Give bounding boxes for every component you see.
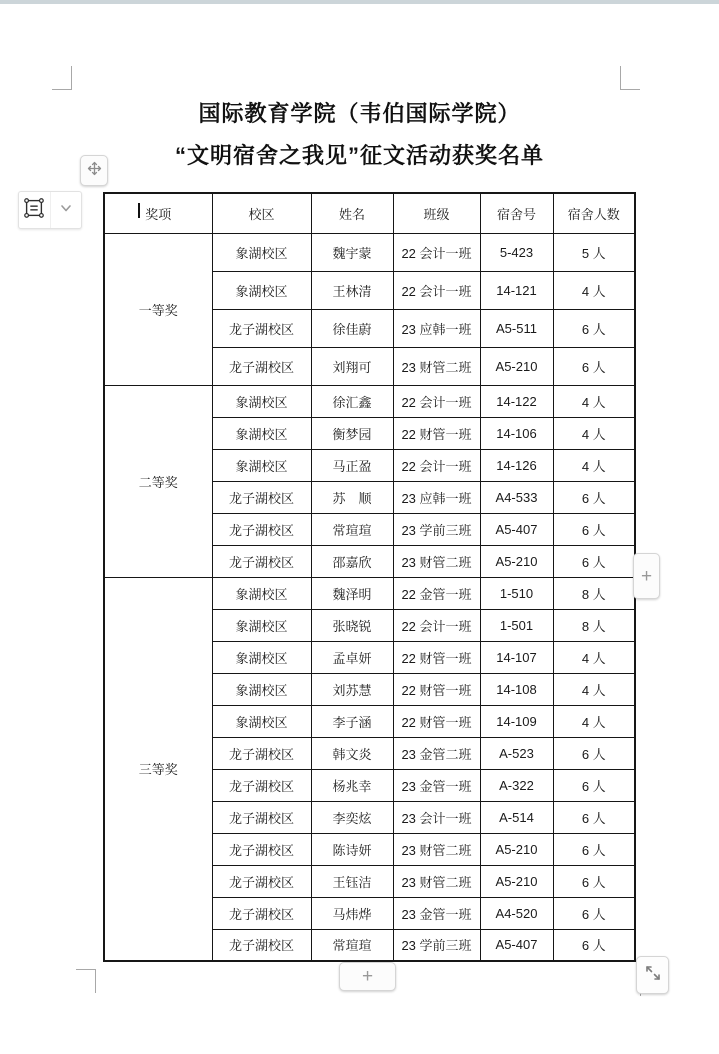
cell-campus[interactable]: 龙子湖校区 bbox=[212, 801, 311, 833]
cell-campus[interactable]: 象湖校区 bbox=[212, 233, 311, 271]
cell-dorm-number[interactable]: A5-210 bbox=[480, 833, 553, 865]
cell-campus[interactable]: 象湖校区 bbox=[212, 673, 311, 705]
cell-dorm-size[interactable]: 6 人 bbox=[553, 801, 635, 833]
cell-campus[interactable]: 象湖校区 bbox=[212, 577, 311, 609]
cell-campus[interactable]: 龙子湖校区 bbox=[212, 737, 311, 769]
cell-name[interactable]: 王钰洁 bbox=[311, 865, 393, 897]
cell-dorm-size[interactable]: 4 人 bbox=[553, 449, 635, 481]
cell-dorm-number[interactable]: A4-533 bbox=[480, 481, 553, 513]
cell-campus[interactable]: 龙子湖校区 bbox=[212, 897, 311, 929]
cell-dorm-number[interactable]: A4-520 bbox=[480, 897, 553, 929]
cell-class[interactable]: 23 金管一班 bbox=[393, 897, 480, 929]
cell-class[interactable]: 23 学前三班 bbox=[393, 513, 480, 545]
crop-mark-top-right bbox=[620, 66, 640, 90]
cell-dorm-number[interactable]: 5-423 bbox=[480, 233, 553, 271]
cell-class[interactable]: 22 财管一班 bbox=[393, 417, 480, 449]
cell-class[interactable]: 23 应韩一班 bbox=[393, 481, 480, 513]
document-title-line2[interactable]: “文明宿舍之我见”征文活动获奖名单 bbox=[174, 143, 544, 168]
cell-class[interactable]: 23 应韩一班 bbox=[393, 309, 480, 347]
cell-name[interactable]: 常瑄瑄 bbox=[311, 513, 393, 545]
cell-name[interactable]: 张晓锐 bbox=[311, 609, 393, 641]
cell-dorm-size[interactable]: 6 人 bbox=[553, 929, 635, 961]
table-row bbox=[104, 233, 635, 271]
chevron-down-icon bbox=[59, 201, 73, 220]
cell-name[interactable]: 苏 顺 bbox=[311, 481, 393, 513]
cell-campus[interactable]: 龙子湖校区 bbox=[212, 769, 311, 801]
cell-dorm-size[interactable]: 4 人 bbox=[553, 705, 635, 737]
cell-dorm-size[interactable]: 6 人 bbox=[553, 833, 635, 865]
cell-name[interactable]: 李子涵 bbox=[311, 705, 393, 737]
cell-class[interactable]: 22 会计一班 bbox=[393, 233, 480, 271]
cell-dorm-number[interactable]: 14-106 bbox=[480, 417, 553, 449]
cell-dorm-number[interactable]: A5-210 bbox=[480, 347, 553, 385]
table-resize-handle[interactable] bbox=[636, 956, 669, 994]
cell-dorm-size[interactable]: 6 人 bbox=[553, 897, 635, 929]
cell-class[interactable]: 23 金管二班 bbox=[393, 737, 480, 769]
cell-dorm-size[interactable]: 4 人 bbox=[553, 641, 635, 673]
cell-dorm-number[interactable]: A-523 bbox=[480, 737, 553, 769]
cell-dorm-size[interactable]: 6 人 bbox=[553, 513, 635, 545]
move-cross-icon bbox=[85, 159, 104, 183]
cell-campus[interactable]: 龙子湖校区 bbox=[212, 309, 311, 347]
cell-class[interactable]: 22 会计一班 bbox=[393, 449, 480, 481]
cell-class[interactable]: 22 财管一班 bbox=[393, 641, 480, 673]
cell-dorm-number[interactable]: A5-511 bbox=[480, 309, 553, 347]
table-move-handle[interactable] bbox=[80, 155, 108, 186]
cell-dorm-number[interactable]: A5-210 bbox=[480, 545, 553, 577]
cell-campus[interactable]: 龙子湖校区 bbox=[212, 347, 311, 385]
app-top-strip bbox=[0, 0, 719, 4]
cell-name[interactable]: 刘苏慧 bbox=[311, 673, 393, 705]
cell-class[interactable]: 22 会计一班 bbox=[393, 385, 480, 417]
document-title-line1[interactable]: 国际教育学院（韦伯国际学院） bbox=[198, 101, 521, 126]
awards-table-body bbox=[104, 233, 635, 961]
cell-class[interactable]: 23 财管二班 bbox=[393, 865, 480, 897]
cell-name[interactable]: 魏宇蒙 bbox=[311, 233, 393, 271]
column-header-name[interactable]: 姓名 bbox=[311, 193, 393, 233]
cell-dorm-number[interactable]: 14-126 bbox=[480, 449, 553, 481]
cell-campus[interactable]: 象湖校区 bbox=[212, 641, 311, 673]
cell-dorm-size[interactable]: 4 人 bbox=[553, 271, 635, 309]
cell-dorm-number[interactable]: A-322 bbox=[480, 769, 553, 801]
cell-campus[interactable]: 象湖校区 bbox=[212, 417, 311, 449]
cell-name[interactable]: 常瑄瑄 bbox=[311, 929, 393, 961]
cell-name[interactable]: 马正盈 bbox=[311, 449, 393, 481]
cell-dorm-number[interactable]: A5-210 bbox=[480, 865, 553, 897]
diagonal-resize-icon bbox=[642, 962, 664, 989]
plus-icon: + bbox=[640, 565, 653, 587]
cell-class[interactable]: 22 财管一班 bbox=[393, 705, 480, 737]
cell-dorm-size[interactable]: 4 人 bbox=[553, 673, 635, 705]
crop-mark-bottom-left bbox=[76, 969, 96, 993]
cell-dorm-number[interactable]: 1-501 bbox=[480, 609, 553, 641]
cell-class[interactable]: 23 财管二班 bbox=[393, 545, 480, 577]
awards-table bbox=[103, 192, 636, 962]
cell-campus[interactable]: 龙子湖校区 bbox=[212, 545, 311, 577]
cell-class[interactable]: 23 会计一班 bbox=[393, 801, 480, 833]
cell-campus[interactable]: 象湖校区 bbox=[212, 705, 311, 737]
column-header-dorm-size[interactable]: 宿舍人数 bbox=[553, 193, 635, 233]
award-group-cell[interactable]: 三等奖 bbox=[104, 577, 212, 961]
cell-name[interactable]: 魏泽明 bbox=[311, 577, 393, 609]
cell-class[interactable]: 22 财管一班 bbox=[393, 673, 480, 705]
cell-name[interactable]: 孟卓妍 bbox=[311, 641, 393, 673]
cell-dorm-number[interactable]: 14-108 bbox=[480, 673, 553, 705]
cell-campus[interactable]: 龙子湖校区 bbox=[212, 833, 311, 865]
cell-class[interactable]: 22 会计一班 bbox=[393, 609, 480, 641]
cell-dorm-size[interactable]: 6 人 bbox=[553, 545, 635, 577]
table-row bbox=[104, 577, 635, 609]
awards-table-head-row bbox=[104, 193, 635, 233]
cell-dorm-size[interactable]: 6 人 bbox=[553, 309, 635, 347]
cell-dorm-number[interactable]: 14-122 bbox=[480, 385, 553, 417]
cell-dorm-size[interactable]: 5 人 bbox=[553, 233, 635, 271]
cell-campus[interactable]: 龙子湖校区 bbox=[212, 481, 311, 513]
cell-dorm-size[interactable]: 8 人 bbox=[553, 609, 635, 641]
table-select-dropdown[interactable] bbox=[50, 192, 82, 228]
add-column-button[interactable] bbox=[633, 553, 660, 599]
cell-dorm-size[interactable]: 6 人 bbox=[553, 769, 635, 801]
cell-name[interactable]: 衡梦园 bbox=[311, 417, 393, 449]
cell-name[interactable]: 邵嘉欣 bbox=[311, 545, 393, 577]
cell-dorm-number[interactable]: A-514 bbox=[480, 801, 553, 833]
cell-class[interactable]: 22 会计一班 bbox=[393, 271, 480, 309]
column-header-campus[interactable]: 校区 bbox=[212, 193, 311, 233]
cell-dorm-number[interactable]: 14-109 bbox=[480, 705, 553, 737]
cell-dorm-size[interactable]: 6 人 bbox=[553, 737, 635, 769]
award-group-cell[interactable]: 一等奖 bbox=[104, 233, 212, 385]
cell-class[interactable]: 23 金管一班 bbox=[393, 769, 480, 801]
cell-dorm-number[interactable]: A5-407 bbox=[480, 929, 553, 961]
plus-icon: + bbox=[361, 966, 374, 987]
cell-dorm-size[interactable]: 8 人 bbox=[553, 577, 635, 609]
cell-campus[interactable]: 象湖校区 bbox=[212, 271, 311, 309]
cell-name[interactable]: 徐佳蔚 bbox=[311, 309, 393, 347]
table-select-button[interactable] bbox=[19, 192, 50, 228]
cell-campus[interactable]: 龙子湖校区 bbox=[212, 513, 311, 545]
cell-name[interactable]: 韩文炎 bbox=[311, 737, 393, 769]
cell-dorm-number[interactable]: 1-510 bbox=[480, 577, 553, 609]
cell-campus[interactable]: 龙子湖校区 bbox=[212, 865, 311, 897]
column-header-class[interactable]: 班级 bbox=[393, 193, 480, 233]
cell-dorm-size[interactable]: 6 人 bbox=[553, 865, 635, 897]
cell-dorm-size[interactable]: 4 人 bbox=[553, 385, 635, 417]
text-cursor-caret bbox=[138, 203, 140, 218]
cell-name[interactable]: 陈诗妍 bbox=[311, 833, 393, 865]
award-group-cell[interactable]: 二等奖 bbox=[104, 385, 212, 577]
cell-campus[interactable]: 龙子湖校区 bbox=[212, 929, 311, 961]
table-row bbox=[104, 385, 635, 417]
cell-campus[interactable]: 象湖校区 bbox=[212, 449, 311, 481]
cell-dorm-size[interactable]: 6 人 bbox=[553, 481, 635, 513]
cell-class[interactable]: 22 金管一班 bbox=[393, 577, 480, 609]
column-header-award[interactable]: 奖项 bbox=[104, 193, 212, 233]
cell-name[interactable]: 刘翔可 bbox=[311, 347, 393, 385]
cell-class[interactable]: 23 学前三班 bbox=[393, 929, 480, 961]
cell-dorm-number[interactable]: 14-107 bbox=[480, 641, 553, 673]
cell-dorm-number[interactable]: 14-121 bbox=[480, 271, 553, 309]
table-select-split-button bbox=[18, 191, 82, 229]
cell-campus[interactable]: 象湖校区 bbox=[212, 385, 311, 417]
cell-dorm-size[interactable]: 6 人 bbox=[553, 347, 635, 385]
textbox-select-icon bbox=[22, 196, 46, 225]
cell-name[interactable]: 杨兆幸 bbox=[311, 769, 393, 801]
cell-class[interactable]: 23 财管二班 bbox=[393, 833, 480, 865]
cell-name[interactable]: 李奕炫 bbox=[311, 801, 393, 833]
cell-name[interactable]: 王林清 bbox=[311, 271, 393, 309]
cell-name[interactable]: 马炜烨 bbox=[311, 897, 393, 929]
crop-mark-top-left bbox=[52, 66, 72, 90]
cell-campus[interactable]: 象湖校区 bbox=[212, 609, 311, 641]
cell-class[interactable]: 23 财管二班 bbox=[393, 347, 480, 385]
add-row-button[interactable] bbox=[339, 962, 396, 991]
cell-dorm-number[interactable]: A5-407 bbox=[480, 513, 553, 545]
cell-name[interactable]: 徐汇鑫 bbox=[311, 385, 393, 417]
column-header-dorm-number[interactable]: 宿舍号 bbox=[480, 193, 553, 233]
cell-dorm-size[interactable]: 4 人 bbox=[553, 417, 635, 449]
